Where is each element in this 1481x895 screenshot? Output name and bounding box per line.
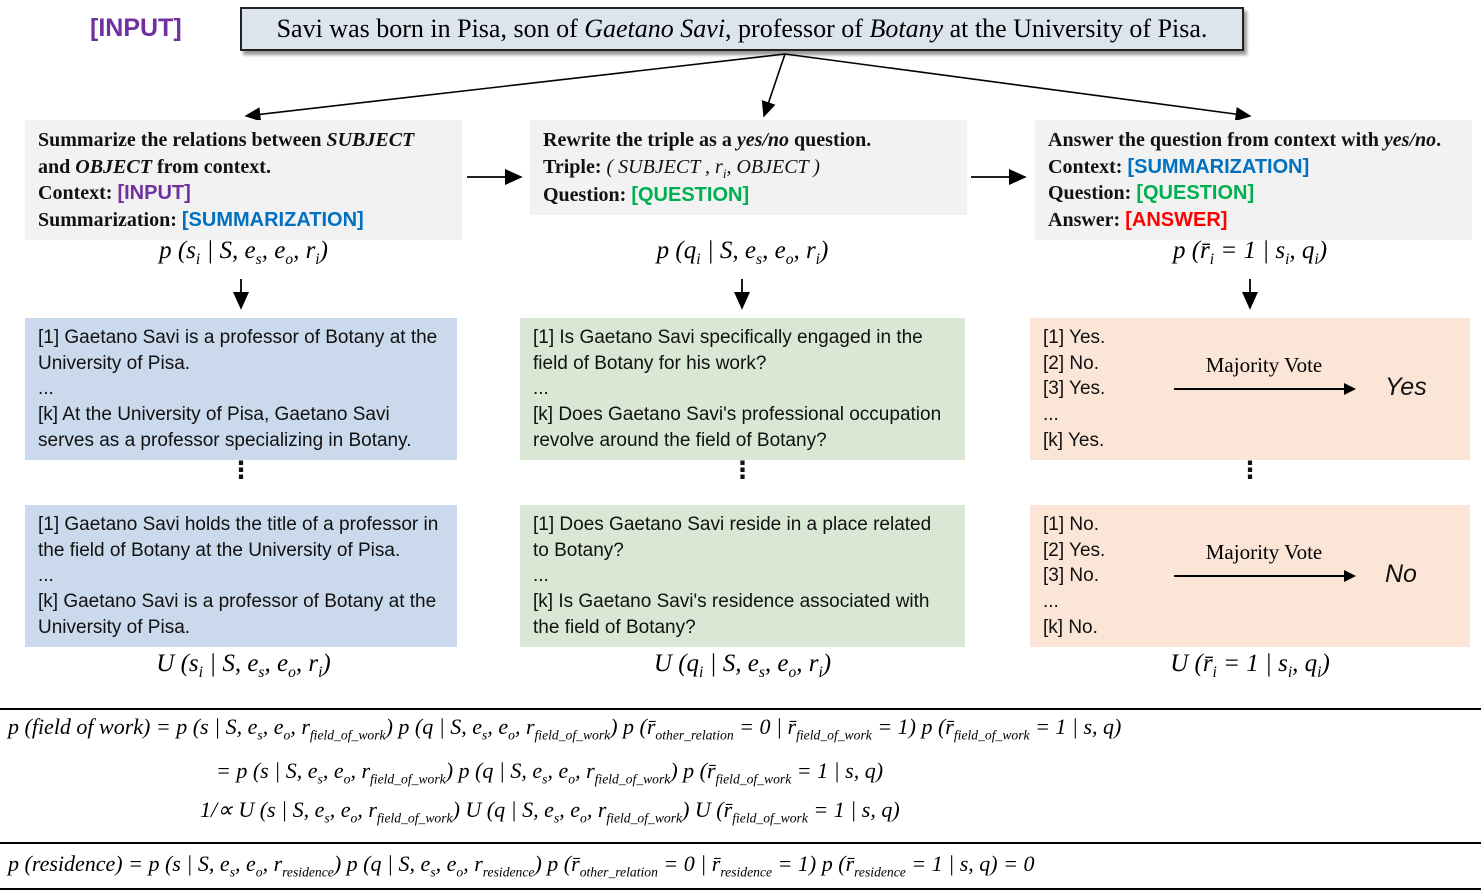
input-sentence: Savi was born in Pisa, son of Gaetano Savi, professor of Botany at the University of Pisa. [276,14,1208,43]
prompt-line: Context: [INPUT] [38,182,191,205]
sample-line: [k] Gaetano Savi is a professor of Botany at the University of Pisa. [38,590,437,638]
answer-uncertainty-formula: U ($r̄_i = 1$ | $s_i$, $q_i$) [1170,650,1330,681]
prompt-line: Summarize the relations between SUBJECT and OBJECT from context. [38,129,415,178]
sample-line: [k] At the University of Pisa, Gaetano Savi serves as a professor specializing in Botany. [38,403,412,451]
prompt-line: Rewrite the triple as a yes/no question. [543,129,872,151]
vote-line: [1] Yes. [1043,327,1106,348]
equation-residence: p (residence) = p (s | S, $e_s$, $e_o$, $r_{residence}$) p (q | S, $e_s$, $e_o$, $r_{residence}$) p ($r̄_{other\_relation} = 0$ | $r̄_{residence} = 1$) p ($r̄_{residence} = 1$ | s, q) = 0 [8,851,1035,880]
summaries-box-2 [25,505,457,647]
majority-vote-label: Majority Vote [1205,353,1323,377]
divider-line [0,708,1481,710]
question-prob-formula: p ($q_i$ | S, $e_s$, $e_o$, $r_i$) [656,237,829,268]
vote-line: [k] Yes. [1043,429,1105,451]
vertical-ellipsis: ⋮ [1238,456,1262,484]
sample-line: [k] Does Gaetano Savi's professional occupation revolve around the field of Botany? [533,403,942,451]
equation-field-of-work-line3: 1/∝ U (s | S, $e_s$, $e_o$, $r_{field\_of\_work}$) U (q | S, $e_s$, $e_o$, $r_{field\_of\_work}$) U ($r̄_{field\_of\_work} = 1$ | s, q) [200,797,900,826]
majority-vote-block [1147,325,1381,453]
sample-line: [k] Is Gaetano Savi's residence associated with the field of Botany? [533,590,930,638]
ellipsis-line: ... [533,378,549,400]
vote-line: [2] Yes. [1043,539,1106,561]
rewrite-question-prompt-box [530,120,967,215]
vote-result: Yes [1385,373,1427,401]
divider-line [0,842,1481,844]
fanout-arrow-left-icon [246,54,785,116]
sample-line: [1] Gaetano Savi holds the title of a professor in the field of Botany at the University of Pisa. [38,514,439,561]
vertical-ellipsis: ⋮ [229,456,253,484]
divider-line [0,888,1481,890]
ellipsis-line: ... [38,378,54,400]
vote-line: [1] No. [1043,514,1099,535]
sample-line: [1] Does Gaetano Savi reside in a place related to Botany? [533,514,932,561]
majority-vote-arrow-icon [1174,388,1354,390]
sample-line: [1] Is Gaetano Savi specifically engaged in the field of Botany for his work? [533,327,923,374]
input-token-label: [INPUT] [90,14,182,42]
summarize-prompt-box [25,120,462,240]
sample-line: [1] Gaetano Savi is a professor of Botany at the University of Pisa. [38,327,438,374]
vote-line: [k] No. [1043,616,1098,638]
vote-result: No [1385,560,1417,588]
summaries-box-1 [25,318,457,460]
vote-list [1043,325,1143,453]
vote-line: [2] No. [1043,352,1099,374]
prompt-line: Context: [SUMMARIZATION] [1048,155,1310,178]
fanout-arrow-middle-icon [764,54,785,116]
prompt-line: Summarization: [SUMMARIZATION] [38,208,364,231]
ellipsis-line: ... [533,565,549,587]
vote-list [1043,512,1143,640]
prompt-line: Answer: [ANSWER] [1048,208,1228,231]
summarization-prob-formula: p ($s_i$ | S, $e_s$, $e_o$, $r_i$) [159,237,328,268]
answers-box-2 [1030,505,1470,647]
question-uncertainty-formula: U ($q_i$ | S, $e_s$, $e_o$, $r_i$) [653,650,832,681]
ellipsis-line: ... [38,565,54,587]
equation-field-of-work-line2: = p (s | S, $e_s$, $e_o$, $r_{field\_of\_work}$) p (q | S, $e_s$, $e_o$, $r_{field\_of\_work}$) p ($r̄_{field\_of\_work} = 1$ | s, q) [216,758,884,787]
questions-box-2 [520,505,965,647]
prompt-line: Question: [QUESTION] [543,183,750,206]
summarization-uncertainty-formula: U ($s_i$ | S, $e_s$, $e_o$, $r_i$) [156,650,331,681]
answers-box-1 [1030,318,1470,460]
equation-field-of-work-line1: p (field of work) = p (s | S, $e_s$, $e_o$, $r_{field\_of\_work}$) p (q | S, $e_s$, $e_o$, $r_{field\_of\_work}$) p ($r̄_{other\_relation} = 0$ | $r̄_{field\_of\_work} = 1$) p ($r̄_{field\_of\_work} = 1$ | s, q) [8,714,1122,743]
vote-line: [3] Yes. [1043,378,1106,400]
answer-prompt-box [1035,120,1472,240]
majority-vote-arrow-icon [1174,575,1354,577]
prompt-line: Answer the question from context with yes/no. [1048,129,1442,151]
ellipsis-line: ... [1043,590,1059,612]
prompt-line: Triple: ( SUBJECT , $r_i$, OBJECT ) [543,155,820,181]
fanout-arrow-right-icon [785,54,1250,116]
vote-line: [3] No. [1043,565,1099,587]
ellipsis-line: ... [1043,403,1059,425]
majority-vote-label: Majority Vote [1205,540,1323,564]
vertical-ellipsis: ⋮ [730,456,755,484]
questions-box-1 [520,318,965,460]
answer-prob-formula: p ($r̄_i = 1$ | $s_i$, $q_i$) [1172,237,1328,268]
majority-vote-block [1147,512,1381,640]
prompt-line: Question: [QUESTION] [1048,182,1255,205]
input-sentence-box [240,7,1244,51]
